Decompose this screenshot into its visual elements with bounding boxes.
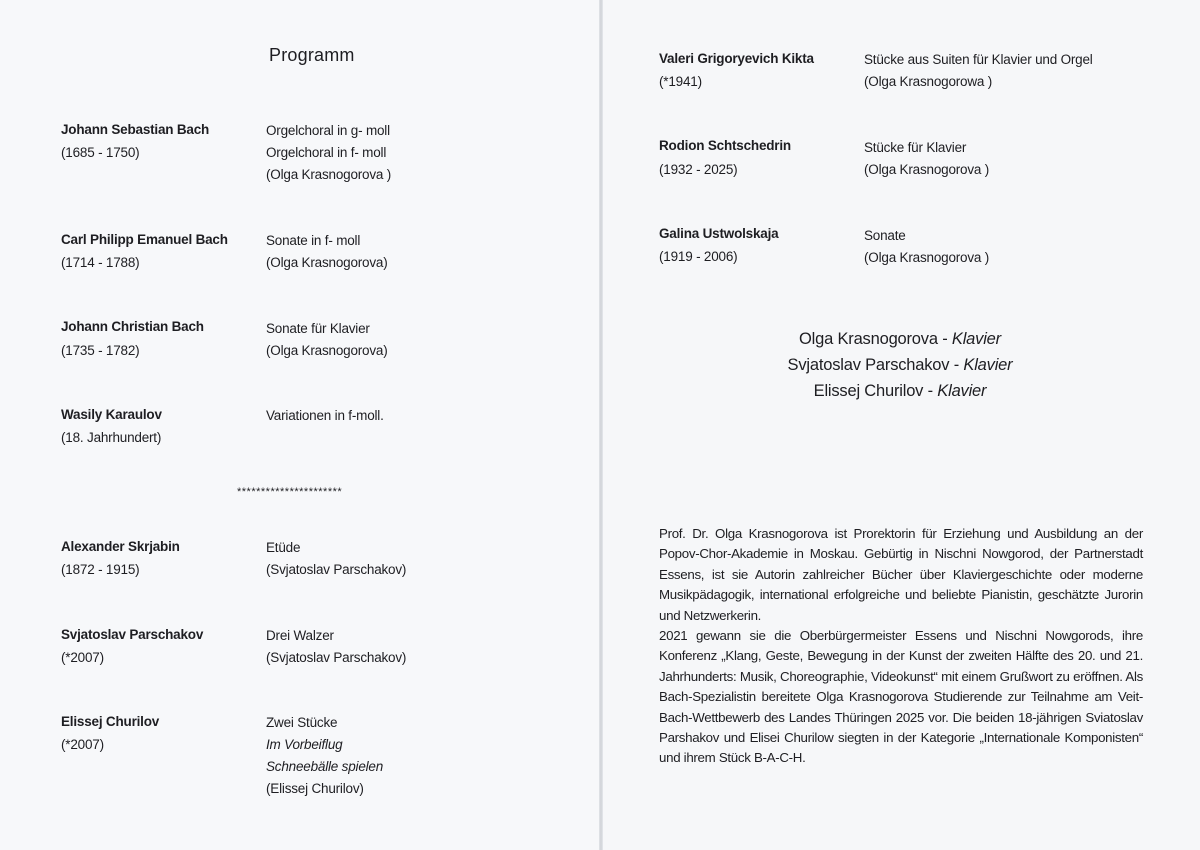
performer-note: (Svjatoslav Parschakov) <box>266 562 407 577</box>
piece-list <box>266 120 391 186</box>
page-fold <box>599 0 603 850</box>
piece-title: Sonate in f- moll <box>266 233 361 248</box>
piece-list <box>266 537 406 581</box>
performer-note: (Olga Krasnogorova ) <box>266 167 392 182</box>
piece-title: Drei Walzer <box>266 628 334 643</box>
composer-name: Rodion Schtschedrin <box>659 138 791 153</box>
composer-name: Johann Sebastian Bach <box>61 122 210 137</box>
piece-list <box>266 405 384 427</box>
performer-name: Svjatoslav Parschakov - <box>787 356 964 374</box>
biography-paragraph: 2021 gewann sie die Oberbürgermeister Essens und Nischni Nowgorods, ihre Konferenz „Klang, Geste, Bewegung in der Kunst der zweiten Hälfte des 20. und 21. Jahrhunderts: Musik, Choreographie, Videokunst“ mit einem Grußwort zu eröffnen. Als Bach-Spezialistin bereitete Olga Krasnogorova Studierende zur Teilnahme am Veit-Bach-Wettbewerb des Landes Thüringen 2025 vor. Die beiden 18-jährigen Sviatoslav Parshakov und Elisei Churilow siegten in der Kategorie „Internationale Komponisten“ und ihrem Stück B-A-C-H. <box>659 628 1143 766</box>
composer-name: Elissej Churilov <box>61 714 160 729</box>
performer-note: (Olga Krasnogorova ) <box>864 162 990 177</box>
composer-years: (*1941) <box>659 74 702 89</box>
piece-title: Etüde <box>266 540 301 555</box>
piece-list <box>266 318 388 362</box>
composer-years: (1932 - 2025) <box>659 162 738 177</box>
piece-list <box>266 625 406 669</box>
composer-years: (*2007) <box>61 737 104 752</box>
biography-paragraph: Prof. Dr. Olga Krasnogorova ist Prorektorin für Erziehung und Ausbildung an der Popov-Chor-Akademie in Moskau. Gebürtig in Nischni Nowgorod, der Partnerstadt Essens, ist sie Autorin zahlreicher Bücher über Klaviergeschichte oder moderne Musikpädagogik, international erfolgreiche und beliebte Pianistin, geschätzte Jurorin und Netzwerkerin. <box>659 526 1143 623</box>
composer-years: (1685 - 1750) <box>61 145 140 160</box>
composer-name: Johann Christian Bach <box>61 319 204 334</box>
piece-list <box>864 137 989 181</box>
performer-name: Elissej Churilov - <box>813 382 938 400</box>
performer-line <box>700 382 1100 401</box>
piece-title: Zwei Stücke <box>266 715 338 730</box>
program-title: Programm <box>269 45 355 65</box>
composer-name: Wasily Karaulov <box>61 407 162 422</box>
piece-title: Stücke für Klavier <box>864 140 967 155</box>
performer-instrument: Klavier <box>963 356 1013 374</box>
performer-note: (Olga Krasnogorowa ) <box>864 74 993 89</box>
piece-title: Schneebälle spielen <box>266 759 384 774</box>
piece-title: Sonate <box>864 228 906 243</box>
piece-list <box>266 230 388 274</box>
performer-note: (Olga Krasnogorova) <box>266 255 388 270</box>
performer-note: (Elissej Churilov) <box>266 781 364 796</box>
piece-title: Im Vorbeiflug <box>266 737 343 752</box>
composer-years: (1919 - 2006) <box>659 249 738 264</box>
piece-title: Stücke aus Suiten für Klavier und Orgel <box>864 52 1093 67</box>
piece-title: Orgelchoral in f- moll <box>266 145 387 160</box>
performer-name: Olga Krasnogorova - <box>799 330 952 348</box>
composer-years: (1714 - 1788) <box>61 255 140 270</box>
performer-instrument: Klavier <box>951 330 1001 348</box>
composer-years: (*2007) <box>61 650 104 665</box>
piece-title: Sonate für Klavier <box>266 321 370 336</box>
piece-title: Orgelchoral in g- moll <box>266 123 390 138</box>
composer-name: Carl Philipp Emanuel Bach <box>61 232 228 247</box>
piece-list <box>266 712 383 800</box>
composer-name: Valeri Grigoryevich Kikta <box>659 51 814 66</box>
composer-years: (18. Jahrhundert) <box>61 430 162 445</box>
composer-years: (1872 - 1915) <box>61 562 140 577</box>
biography-text <box>659 524 1143 769</box>
performer-note: (Olga Krasnogorova ) <box>864 250 990 265</box>
piece-list <box>864 49 1093 93</box>
performer-note: (Svjatoslav Parschakov) <box>266 650 407 665</box>
piece-list <box>864 225 989 269</box>
section-separator: ********************** <box>237 486 343 498</box>
composer-name: Galina Ustwolskaja <box>659 226 779 241</box>
composer-name: Svjatoslav Parschakov <box>61 627 204 642</box>
performer-note: (Olga Krasnogorova) <box>266 343 388 358</box>
composer-name: Alexander Skrjabin <box>61 539 180 554</box>
performer-line <box>700 330 1100 349</box>
performer-instrument: Klavier <box>937 382 987 400</box>
composer-years: (1735 - 1782) <box>61 343 140 358</box>
piece-title: Variationen in f-moll. <box>266 408 384 423</box>
performer-line <box>700 356 1100 375</box>
